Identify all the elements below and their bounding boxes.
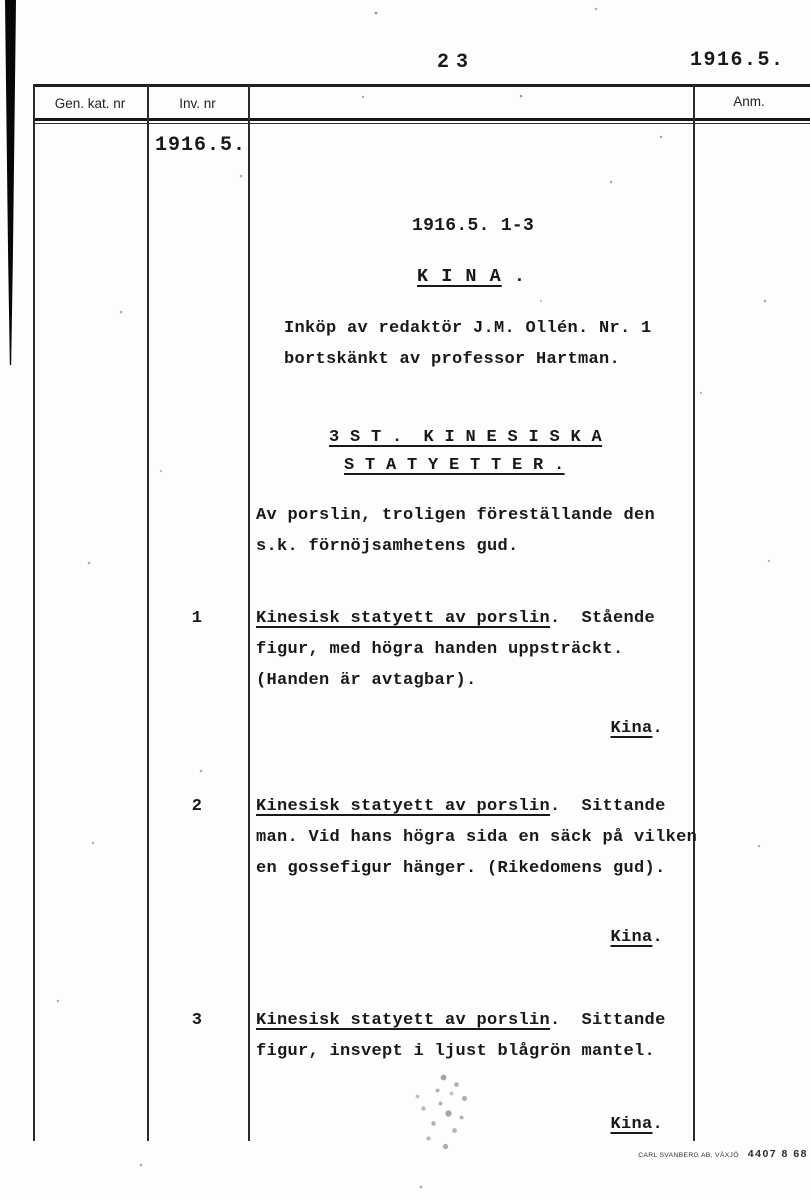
item-1-title-line bbox=[256, 609, 655, 629]
scan-stain bbox=[392, 1066, 395, 1069]
provenance-line-2: bortskänkt av professor Hartman. bbox=[284, 350, 621, 369]
item-2-inv-nr: 2 bbox=[191, 797, 203, 816]
scan-artifact-bar bbox=[5, 0, 16, 365]
item-3-origin: Kina. bbox=[610, 1115, 663, 1134]
provenance-line-1: Inköp av redaktör J.M. Ollén. Nr. 1 bbox=[284, 319, 652, 338]
item-1-title: Kinesisk statyett av porslin bbox=[256, 609, 551, 628]
entry-range-heading: 1916.5. 1-3 bbox=[412, 216, 535, 236]
country-heading bbox=[417, 266, 526, 288]
set-description-line-1: Av porslin, troligen föreställande den bbox=[256, 506, 656, 525]
set-title-line-1: 3 S T . K I N E S I S K A bbox=[329, 428, 603, 447]
item-1-body-line: figur, med högra handen uppsträckt. bbox=[256, 640, 624, 659]
column-header-anm: Anm. bbox=[733, 94, 765, 109]
page-year-label: 1916.5. bbox=[690, 49, 785, 72]
column-divider-main-anm bbox=[693, 84, 695, 1141]
table-left-border bbox=[33, 84, 35, 1141]
column-header-gen-kat-nr: Gen. kat. nr bbox=[54, 96, 126, 111]
page-number: 23 bbox=[437, 51, 476, 74]
item-2-body-line: en gossefigur hänger. (Rikedomens gud). bbox=[256, 859, 666, 878]
printer-name: CARL SVANBERG AB, VÄXJÖ bbox=[638, 1152, 739, 1159]
item-3-inv-nr: 3 bbox=[191, 1011, 203, 1030]
item-2-title-continuation: . Sittande bbox=[550, 797, 666, 816]
item-1-title-continuation: . Stående bbox=[550, 609, 656, 628]
printer-imprint bbox=[630, 1148, 808, 1160]
item-1-inv-nr: 1 bbox=[191, 609, 203, 628]
item-3-title: Kinesisk statyett av porslin bbox=[256, 1011, 551, 1030]
inventory-group-number: 1916.5. bbox=[155, 134, 247, 157]
column-header-inv-nr: Inv. nr bbox=[179, 96, 216, 111]
scan-noise-specks bbox=[0, 0, 2, 2]
item-2-origin: Kina. bbox=[610, 928, 663, 947]
country-heading-period: . bbox=[501, 266, 526, 287]
item-3-title-line bbox=[256, 1011, 666, 1031]
item-2-title-line bbox=[256, 797, 666, 817]
item-3-title-continuation: . Sittande bbox=[550, 1011, 666, 1030]
item-3-body-line: figur, insvept i ljust blågrön mantel. bbox=[256, 1042, 656, 1061]
printer-code: 4407 8 68 bbox=[747, 1148, 808, 1160]
item-2-title: Kinesisk statyett av porslin bbox=[256, 797, 551, 816]
set-description-line-2: s.k. förnöjsamhetens gud. bbox=[256, 537, 519, 556]
item-1-body-line: (Handen är avtagbar). bbox=[256, 671, 477, 690]
column-divider-inv-main bbox=[248, 84, 250, 1141]
item-1-origin: Kina. bbox=[610, 719, 663, 738]
item-2-body-line: man. Vid hans högra sida en säck på vilken bbox=[256, 828, 698, 847]
set-title-line-2: S T A T Y E T T E R . bbox=[344, 456, 565, 475]
country-heading-text: K I N A bbox=[417, 266, 502, 287]
